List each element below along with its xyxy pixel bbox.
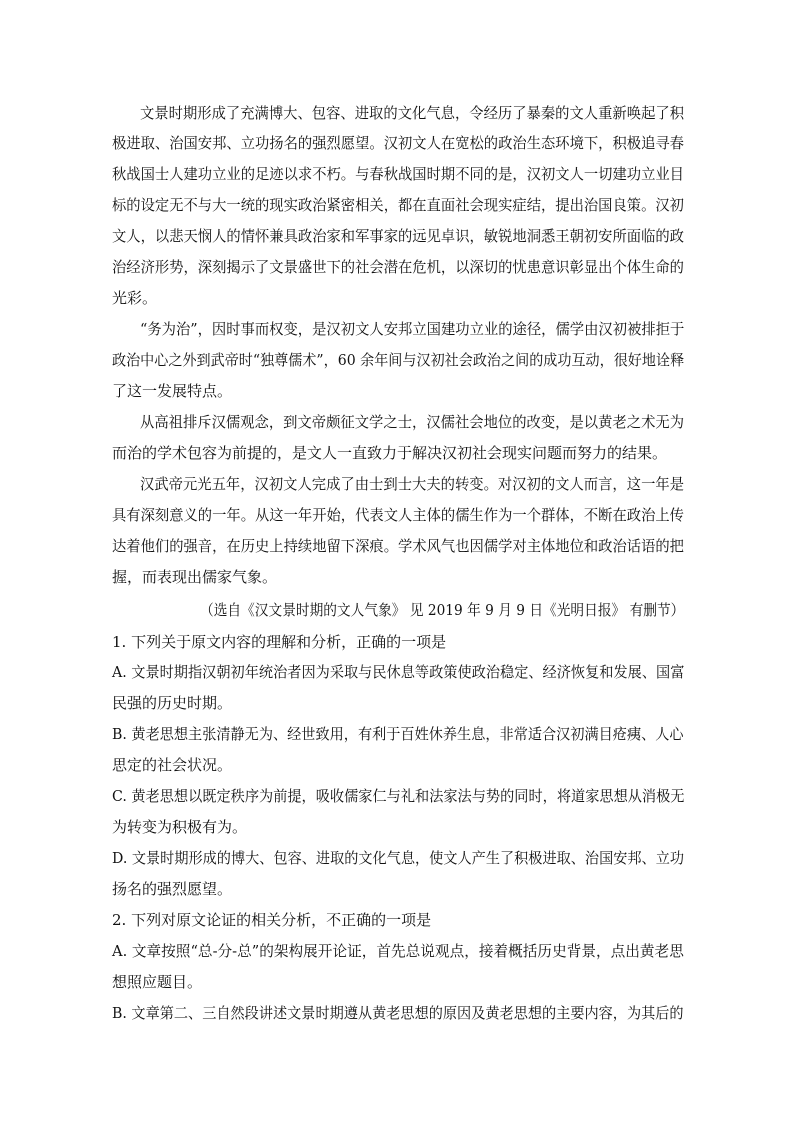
- question-2-option-a-line-1: A. 文章按照“总-分-总”的架构展开论证，首先总说观点，接着概括历史背景，点出黄老思: [112, 942, 684, 960]
- question-2-option-b-line-1: B. 文章第二、三自然段讲述文景时期遵从黄老思想的原因及黄老思想的主要内容，为其后的: [112, 1004, 684, 1022]
- question-1-option-a-line-1: A. 文景时期指汉朝初年统治者因为采取与民休息等政策使政治稳定、经济恢复和发展、国富: [112, 663, 685, 681]
- passage-p4-line-4: 握，而表现出儒家气象。: [112, 568, 278, 586]
- question-1-option-b-line-1: B. 黄老思想主张清静无为、经世致用，有利于百姓休养生息，非常适合汉初满目疮痍、人心: [112, 725, 684, 743]
- question-2-option-a-line-2: 想照应题目。: [112, 973, 203, 991]
- passage-p1-line-3: 秋战国士人建功立业的足迹以求不朽。与春秋战国时期不同的是，汉初文人一切建功立业目: [112, 165, 684, 183]
- passage-source: （选自《汉文景时期的文人气象》 见 2019 年 9 月 9 日《光明日报》 有删节）: [200, 601, 685, 619]
- passage-p3-line-2: 而治的学术包容为前提的，是文人一直致力于解决汉初社会现实问题而努力的结果。: [112, 444, 668, 462]
- passage-p1-line-5: 文人，以悲天悯人的情怀兼具政治家和军事家的远见卓识，敏锐地洞悉王朝初安所面临的政: [112, 227, 684, 245]
- question-1-option-c-line-1: C. 黄老思想以既定秩序为前提，吸收儒家仁与礼和法家法与势的同时，将道家思想从消极无: [112, 787, 685, 805]
- passage-p3-line-1: 从高祖排斥汉儒观念，到文帝颇征文学之士，汉儒社会地位的改变，是以黄老之术无为: [140, 413, 685, 431]
- passage-p4-line-3: 达着他们的强音，在历史上持续地留下深痕。学术风气也因儒学对主体地位和政治话语的把: [112, 537, 684, 555]
- question-1-stem: 1. 下列关于原文内容的理解和分析，正确的一项是: [112, 633, 447, 651]
- question-1-option-a-line-2: 民强的历史时期。: [112, 694, 233, 712]
- passage-p1-line-1: 文景时期形成了充满博大、包容、进取的文化气息，令经历了暴秦的文人重新唤起了积: [140, 104, 685, 122]
- passage-p2-line-1: “务为治”，因时事而权变，是汉初文人安邦立国建功立业的途径，儒学由汉初被排拒于: [140, 320, 685, 338]
- question-1-option-c-line-2: 为转变为积极有为。: [112, 818, 248, 836]
- question-1-option-d-line-1: D. 文景时期形成的博大、包容、进取的文化气息，使文人产生了积极进取、治国安邦、立功: [112, 849, 685, 867]
- question-2-stem: 2. 下列对原文论证的相关分析，不正确的一项是: [112, 911, 432, 929]
- question-1-option-b-line-2: 思定的社会状况。: [112, 756, 233, 774]
- passage-p2-line-3: 了这一发展特点。: [112, 382, 233, 400]
- passage-p1-line-6: 治经济形势，深刻揭示了文景盛世下的社会潜在危机，以深切的忧患意识彰显出个体生命的: [112, 258, 684, 276]
- passage-p1-line-2: 极进取、治国安邦、立功扬名的强烈愿望。汉初文人在宽松的政治生态环境下，积极追寻春: [112, 134, 684, 152]
- passage-p4-line-1: 汉武帝元光五年，汉初文人完成了由士到士大夫的转变。对汉初的文人而言，这一年是: [140, 475, 685, 493]
- question-1-option-d-line-2: 扬名的强烈愿望。: [112, 880, 233, 898]
- passage-p4-line-2: 具有深刻意义的一年。从这一年开始，代表文人主体的儒生作为一个群体，不断在政治上传: [112, 506, 684, 524]
- passage-p1-line-4: 标的设定无不与大一统的现实政治紧密相关，都在直面社会现实症结，提出治国良策。汉初: [112, 196, 684, 214]
- passage-p2-line-2: 政治中心之外到武帝时“独尊儒术”，60 余年间与汉初社会政治之间的成功互动，很好地诠释: [112, 351, 685, 369]
- passage-p1-line-7: 光彩。: [112, 289, 158, 307]
